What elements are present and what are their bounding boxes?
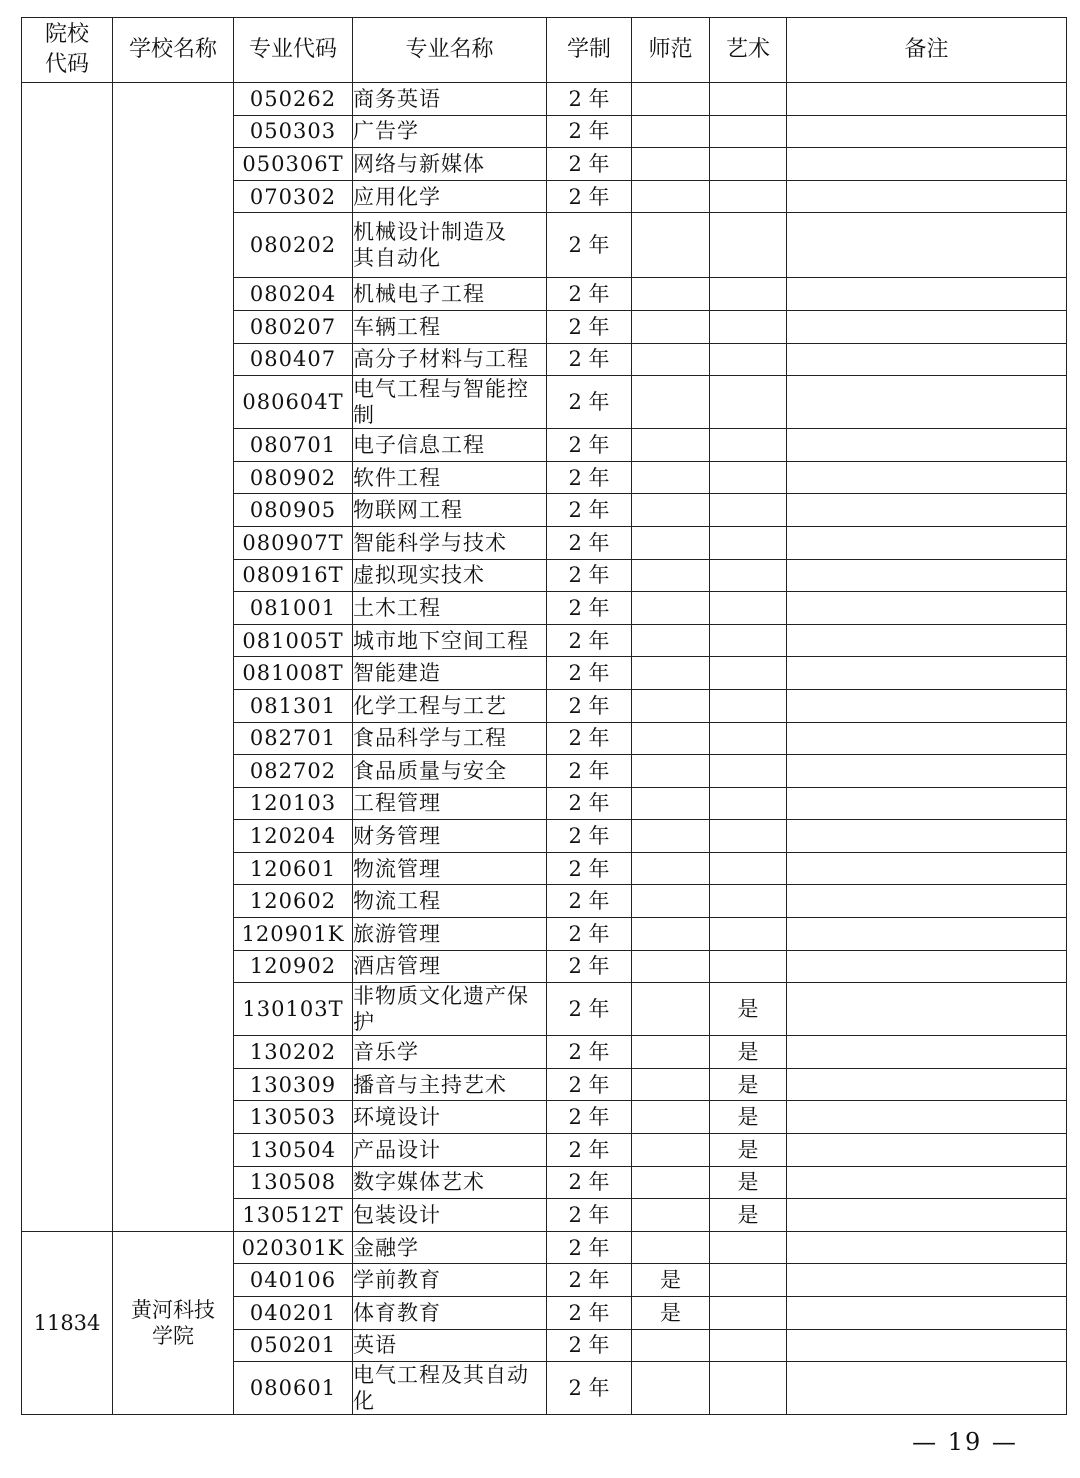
major-code: 080916T: [234, 559, 353, 592]
major-code: 020301K: [234, 1231, 353, 1264]
note-cell: [787, 918, 1067, 951]
note-cell: [787, 820, 1067, 853]
art-flag: 是: [710, 1166, 787, 1199]
teacher-flag: [632, 278, 710, 311]
school-name: [113, 83, 234, 1232]
duration: 2 年: [547, 624, 632, 657]
major-code: 120902: [234, 950, 353, 983]
teacher-flag: [632, 1329, 710, 1362]
major-name: 电子信息工程: [353, 429, 547, 462]
major-name: 物流管理: [353, 852, 547, 885]
teacher-flag: [632, 526, 710, 559]
major-code: 130504: [234, 1134, 353, 1167]
note-cell: [787, 148, 1067, 181]
major-name: 包装设计: [353, 1199, 547, 1232]
teacher-flag: [632, 1101, 710, 1134]
institution-code: [22, 83, 113, 1232]
teacher-flag: [632, 592, 710, 625]
major-name: 高分子材料与工程: [353, 343, 547, 376]
teacher-flag: [632, 1231, 710, 1264]
art-flag: [710, 1329, 787, 1362]
major-name: 虚拟现实技术: [353, 559, 547, 592]
teacher-flag: [632, 1036, 710, 1069]
major-name: 食品质量与安全: [353, 755, 547, 788]
teacher-flag: 是: [632, 1297, 710, 1330]
page-number: — 19 —: [912, 1428, 1018, 1456]
duration: 2 年: [547, 1101, 632, 1134]
duration: 2 年: [547, 885, 632, 918]
major-code: 050262: [234, 83, 353, 116]
art-flag: [710, 461, 787, 494]
table-row: [22, 83, 1067, 116]
majors-table: [21, 17, 1067, 1415]
major-name: 旅游管理: [353, 918, 547, 951]
header-duration: 学制: [547, 18, 632, 83]
note-cell: [787, 180, 1067, 213]
major-name: 非物质文化遗产保护: [353, 983, 547, 1036]
major-code: 120602: [234, 885, 353, 918]
art-flag: [710, 559, 787, 592]
major-name: 学前教育: [353, 1264, 547, 1297]
teacher-flag: [632, 213, 710, 278]
note-cell: [787, 755, 1067, 788]
duration: 2 年: [547, 657, 632, 690]
major-name: 环境设计: [353, 1101, 547, 1134]
major-name: 物联网工程: [353, 494, 547, 527]
major-name: 城市地下空间工程: [353, 624, 547, 657]
major-name: 英语: [353, 1329, 547, 1362]
major-name: 金融学: [353, 1231, 547, 1264]
school-name: 黄河科技 学院: [113, 1231, 234, 1414]
art-flag: [710, 1297, 787, 1330]
major-name: 物流工程: [353, 885, 547, 918]
art-flag: [710, 376, 787, 429]
duration: 2 年: [547, 310, 632, 343]
note-cell: [787, 1166, 1067, 1199]
teacher-flag: [632, 1362, 710, 1415]
major-name: 土木工程: [353, 592, 547, 625]
duration: 2 年: [547, 592, 632, 625]
art-flag: [710, 820, 787, 853]
major-code: 080701: [234, 429, 353, 462]
major-code: 081301: [234, 689, 353, 722]
major-code: 080907T: [234, 526, 353, 559]
note-cell: [787, 787, 1067, 820]
major-name: 广告学: [353, 115, 547, 148]
duration: 2 年: [547, 689, 632, 722]
note-cell: [787, 592, 1067, 625]
note-cell: [787, 213, 1067, 278]
art-flag: [710, 1264, 787, 1297]
teacher-flag: [632, 429, 710, 462]
note-cell: [787, 376, 1067, 429]
duration: 2 年: [547, 1231, 632, 1264]
note-cell: [787, 722, 1067, 755]
header-school: 学校名称: [113, 18, 234, 83]
art-flag: [710, 343, 787, 376]
major-code: 050201: [234, 1329, 353, 1362]
teacher-flag: [632, 461, 710, 494]
note-cell: [787, 526, 1067, 559]
teacher-flag: [632, 494, 710, 527]
note-cell: [787, 310, 1067, 343]
header-teacher: 师范: [632, 18, 710, 83]
major-code: 081005T: [234, 624, 353, 657]
duration: 2 年: [547, 1199, 632, 1232]
art-flag: 是: [710, 1101, 787, 1134]
major-name: 商务英语: [353, 83, 547, 116]
teacher-flag: [632, 983, 710, 1036]
major-name: 应用化学: [353, 180, 547, 213]
header-major-name: 专业名称: [353, 18, 547, 83]
art-flag: [710, 526, 787, 559]
teacher-flag: [632, 722, 710, 755]
teacher-flag: [632, 624, 710, 657]
teacher-flag: [632, 918, 710, 951]
note-cell: [787, 461, 1067, 494]
art-flag: [710, 429, 787, 462]
major-code: 130508: [234, 1166, 353, 1199]
major-code: 130309: [234, 1068, 353, 1101]
art-flag: [710, 278, 787, 311]
art-flag: [710, 722, 787, 755]
table-row: [22, 1231, 1067, 1264]
teacher-flag: [632, 820, 710, 853]
major-name: 数字媒体艺术: [353, 1166, 547, 1199]
major-name: 产品设计: [353, 1134, 547, 1167]
duration: 2 年: [547, 1329, 632, 1362]
major-name: 智能建造: [353, 657, 547, 690]
duration: 2 年: [547, 461, 632, 494]
teacher-flag: [632, 1166, 710, 1199]
header-art: 艺术: [710, 18, 787, 83]
teacher-flag: [632, 180, 710, 213]
major-code: 040201: [234, 1297, 353, 1330]
art-flag: [710, 950, 787, 983]
header-major-code: 专业代码: [234, 18, 353, 83]
major-name: 机械电子工程: [353, 278, 547, 311]
major-code: 080601: [234, 1362, 353, 1415]
teacher-flag: [632, 1199, 710, 1232]
art-flag: [710, 1362, 787, 1415]
duration: 2 年: [547, 1134, 632, 1167]
teacher-flag: [632, 755, 710, 788]
note-cell: [787, 343, 1067, 376]
teacher-flag: [632, 950, 710, 983]
major-code: 120103: [234, 787, 353, 820]
major-code: 120601: [234, 852, 353, 885]
major-name: 电气工程与智能控制: [353, 376, 547, 429]
note-cell: [787, 689, 1067, 722]
teacher-flag: [632, 787, 710, 820]
major-name: 播音与主持艺术: [353, 1068, 547, 1101]
major-code: 081001: [234, 592, 353, 625]
note-cell: [787, 559, 1067, 592]
art-flag: [710, 1231, 787, 1264]
major-code: 120901K: [234, 918, 353, 951]
duration: 2 年: [547, 1264, 632, 1297]
note-cell: [787, 1231, 1067, 1264]
art-flag: [710, 787, 787, 820]
duration: 2 年: [547, 376, 632, 429]
teacher-flag: [632, 376, 710, 429]
major-name: 食品科学与工程: [353, 722, 547, 755]
header-note: 备注: [787, 18, 1067, 83]
duration: 2 年: [547, 115, 632, 148]
art-flag: 是: [710, 1199, 787, 1232]
note-cell: [787, 1199, 1067, 1232]
art-flag: [710, 755, 787, 788]
art-flag: [710, 624, 787, 657]
art-flag: [710, 310, 787, 343]
major-name: 音乐学: [353, 1036, 547, 1069]
major-name: 网络与新媒体: [353, 148, 547, 181]
art-flag: [710, 180, 787, 213]
duration: 2 年: [547, 494, 632, 527]
note-cell: [787, 1134, 1067, 1167]
major-code: 130512T: [234, 1199, 353, 1232]
note-cell: [787, 1036, 1067, 1069]
major-name: 智能科学与技术: [353, 526, 547, 559]
duration: 2 年: [547, 787, 632, 820]
note-cell: [787, 983, 1067, 1036]
major-name: 机械设计制造及 其自动化: [353, 213, 547, 278]
note-cell: [787, 115, 1067, 148]
major-code: 120204: [234, 820, 353, 853]
major-name: 财务管理: [353, 820, 547, 853]
duration: 2 年: [547, 950, 632, 983]
major-code: 080202: [234, 213, 353, 278]
art-flag: [710, 148, 787, 181]
note-cell: [787, 657, 1067, 690]
note-cell: [787, 278, 1067, 311]
teacher-flag: 是: [632, 1264, 710, 1297]
teacher-flag: [632, 689, 710, 722]
duration: 2 年: [547, 983, 632, 1036]
teacher-flag: [632, 310, 710, 343]
major-code: 080902: [234, 461, 353, 494]
major-code: 080604T: [234, 376, 353, 429]
major-code: 080207: [234, 310, 353, 343]
teacher-flag: [632, 115, 710, 148]
duration: 2 年: [547, 213, 632, 278]
teacher-flag: [632, 343, 710, 376]
art-flag: [710, 592, 787, 625]
note-cell: [787, 1297, 1067, 1330]
duration: 2 年: [547, 852, 632, 885]
duration: 2 年: [547, 429, 632, 462]
art-flag: [710, 918, 787, 951]
teacher-flag: [632, 1068, 710, 1101]
art-flag: [710, 852, 787, 885]
note-cell: [787, 885, 1067, 918]
major-code: 082702: [234, 755, 353, 788]
major-code: 080407: [234, 343, 353, 376]
duration: 2 年: [547, 148, 632, 181]
duration: 2 年: [547, 1036, 632, 1069]
teacher-flag: [632, 1134, 710, 1167]
major-name: 体育教育: [353, 1297, 547, 1330]
major-code: 130103T: [234, 983, 353, 1036]
note-cell: [787, 1329, 1067, 1362]
duration: 2 年: [547, 180, 632, 213]
art-flag: [710, 689, 787, 722]
teacher-flag: [632, 559, 710, 592]
header-row: [22, 18, 1067, 83]
note-cell: [787, 950, 1067, 983]
art-flag: [710, 494, 787, 527]
major-code: 050303: [234, 115, 353, 148]
major-code: 080204: [234, 278, 353, 311]
duration: 2 年: [547, 918, 632, 951]
duration: 2 年: [547, 1068, 632, 1101]
duration: 2 年: [547, 1166, 632, 1199]
teacher-flag: [632, 83, 710, 116]
art-flag: [710, 83, 787, 116]
major-name: 电气工程及其自动化: [353, 1362, 547, 1415]
duration: 2 年: [547, 526, 632, 559]
duration: 2 年: [547, 1362, 632, 1415]
duration: 2 年: [547, 343, 632, 376]
duration: 2 年: [547, 820, 632, 853]
major-code: 070302: [234, 180, 353, 213]
teacher-flag: [632, 852, 710, 885]
major-code: 040106: [234, 1264, 353, 1297]
note-cell: [787, 429, 1067, 462]
duration: 2 年: [547, 1297, 632, 1330]
major-name: 软件工程: [353, 461, 547, 494]
note-cell: [787, 852, 1067, 885]
duration: 2 年: [547, 559, 632, 592]
major-name: 工程管理: [353, 787, 547, 820]
teacher-flag: [632, 885, 710, 918]
art-flag: 是: [710, 983, 787, 1036]
note-cell: [787, 83, 1067, 116]
note-cell: [787, 494, 1067, 527]
art-flag: [710, 657, 787, 690]
duration: 2 年: [547, 278, 632, 311]
major-code: 080905: [234, 494, 353, 527]
major-code: 081008T: [234, 657, 353, 690]
art-flag: [710, 213, 787, 278]
major-name: 化学工程与工艺: [353, 689, 547, 722]
art-flag: 是: [710, 1134, 787, 1167]
institution-code: 11834: [22, 1231, 113, 1414]
major-code: 130503: [234, 1101, 353, 1134]
art-flag: 是: [710, 1068, 787, 1101]
major-code: 130202: [234, 1036, 353, 1069]
note-cell: [787, 1362, 1067, 1415]
art-flag: 是: [710, 1036, 787, 1069]
teacher-flag: [632, 148, 710, 181]
art-flag: [710, 115, 787, 148]
note-cell: [787, 1068, 1067, 1101]
note-cell: [787, 624, 1067, 657]
major-code: 082701: [234, 722, 353, 755]
major-name: 酒店管理: [353, 950, 547, 983]
teacher-flag: [632, 657, 710, 690]
duration: 2 年: [547, 755, 632, 788]
duration: 2 年: [547, 722, 632, 755]
duration: 2 年: [547, 83, 632, 116]
art-flag: [710, 885, 787, 918]
major-name: 车辆工程: [353, 310, 547, 343]
major-code: 050306T: [234, 148, 353, 181]
note-cell: [787, 1101, 1067, 1134]
header-inst-code: 院校 代码: [22, 18, 113, 83]
note-cell: [787, 1264, 1067, 1297]
